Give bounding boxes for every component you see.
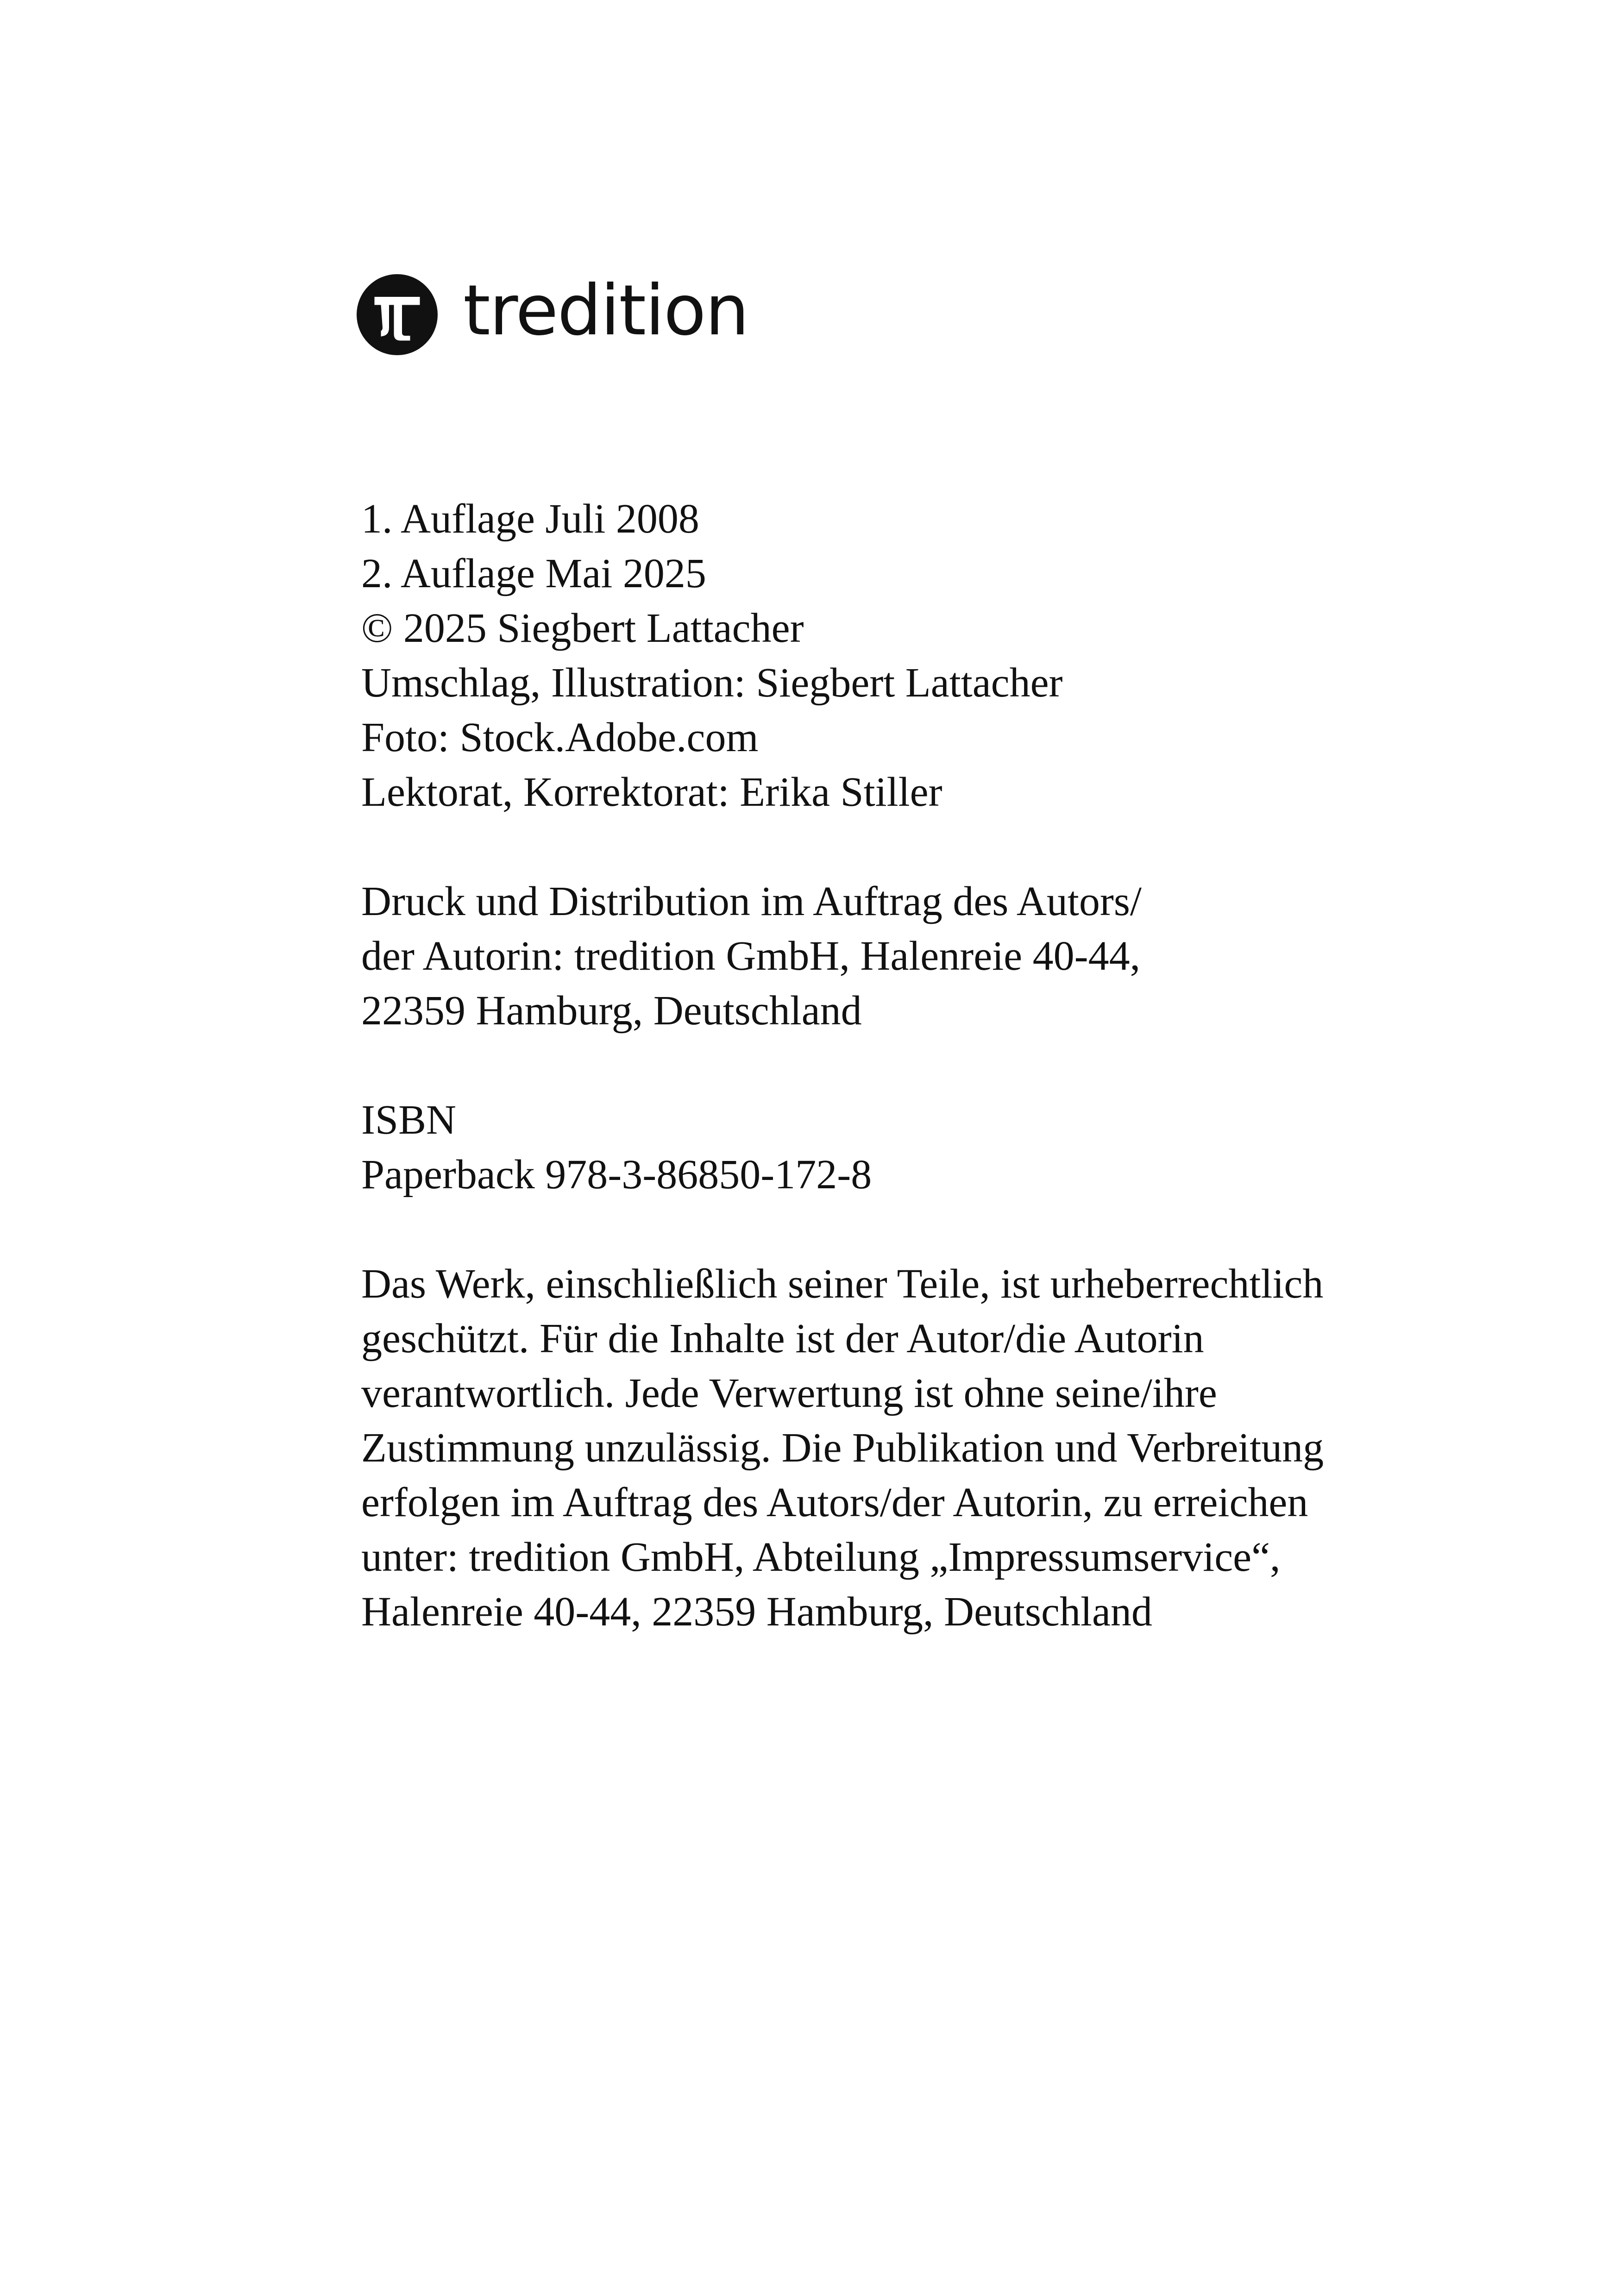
isbn-block bbox=[361, 1093, 1519, 1202]
copyright-line: © 2025 Siegbert Lattacher bbox=[361, 605, 804, 651]
legal-line: Halenreie 40-44, 22359 Hamburg, Deutschland bbox=[361, 1589, 1152, 1635]
print-line: der Autorin: tredition GmbH, Halenreie 40-44, bbox=[361, 933, 1141, 979]
edition-line: 2. Auflage Mai 2025 bbox=[361, 551, 706, 596]
legal-line: Das Werk, einschließlich seiner Teile, ist urheberrechtlich bbox=[361, 1261, 1324, 1307]
isbn-value: Paperback 978-3-86850-172-8 bbox=[361, 1152, 872, 1198]
imprint-text bbox=[361, 492, 1519, 1639]
editions-block bbox=[361, 492, 1519, 820]
legal-line: verantwortlich. Jede Verwertung ist ohne seine/ihre bbox=[361, 1370, 1217, 1416]
credits-line: Umschlag, Illustration: Siegbert Lattacher bbox=[361, 660, 1063, 706]
legal-line: erfolgen im Auftrag des Autors/der Autorin, zu erreichen bbox=[361, 1480, 1308, 1525]
legal-line: Zustimmung unzulässig. Die Publikation und Verbreitung bbox=[361, 1425, 1324, 1471]
isbn-label: ISBN bbox=[361, 1097, 457, 1143]
print-distribution-block bbox=[361, 874, 1519, 1038]
credits-line: Foto: Stock.Adobe.com bbox=[361, 715, 759, 760]
edition-line: 1. Auflage Juli 2008 bbox=[361, 496, 699, 542]
tredition-logo-icon bbox=[357, 274, 438, 355]
credits-line: Lektorat, Korrektorat: Erika Stiller bbox=[361, 769, 942, 815]
legal-line: unter: tredition GmbH, Abteilung „Impressumservice“, bbox=[361, 1534, 1281, 1580]
print-line: Druck und Distribution im Auftrag des Autors/ bbox=[361, 878, 1142, 924]
print-line: 22359 Hamburg, Deutschland bbox=[361, 988, 862, 1034]
publisher-logo bbox=[357, 270, 748, 355]
legal-notice-block bbox=[361, 1257, 1519, 1639]
legal-line: geschützt. Für die Inhalte ist der Autor/die Autorin bbox=[361, 1316, 1204, 1361]
logo-wordmark: tredition bbox=[463, 270, 748, 351]
